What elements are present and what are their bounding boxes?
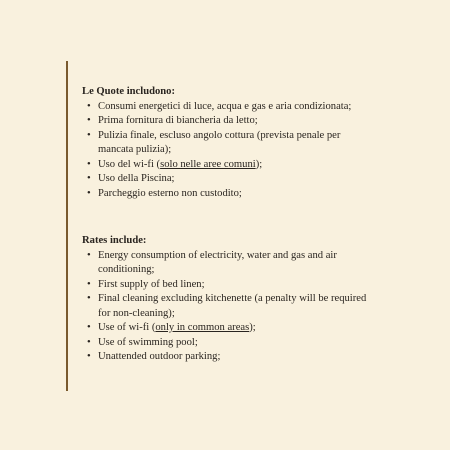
- list-item-wifi-it: [82, 158, 372, 173]
- italian-section: [82, 85, 372, 201]
- list-item-pool-it: • Uso della Piscina;: [82, 172, 372, 187]
- english-heading: Rates include:: [82, 235, 147, 246]
- list-item-pool-en: • Use of swimming pool;: [82, 336, 372, 351]
- list-item-cleaning-en: • Final cleaning excluding kitchenette (a penalty will be required for non-cleaning);: [82, 292, 372, 321]
- list-item-wifi-en: [82, 321, 372, 336]
- list-item-parking-it: • Parcheggio esterno non custodito;: [82, 187, 372, 202]
- list-item-energy-it: • Consumi energetici di luce, acqua e gas e aria condizionata;: [82, 100, 372, 115]
- wifi-suffix-it: );: [255, 158, 263, 170]
- list-item-linen-it: • Prima fornitura di biancheria da letto;: [82, 114, 372, 129]
- wifi-prefix-en: Use of wi-fi (: [98, 322, 156, 333]
- list-item-cleaning-it: • Pulizia finale, escluso angolo cottura (prevista penale per mancata pulizia);: [82, 129, 372, 158]
- english-section: [82, 234, 372, 365]
- list-item-linen-en: • First supply of bed linen;: [82, 278, 372, 293]
- english-list: [82, 249, 372, 365]
- wifi-suffix-en: );: [249, 322, 256, 333]
- wifi-prefix-it: Uso del wi-fi (: [98, 158, 161, 170]
- rates-content: [82, 85, 372, 365]
- list-item-energy-en: • Energy consumption of electricity, water and gas and air conditioning;: [82, 249, 372, 278]
- vertical-accent-rule: [66, 61, 68, 391]
- italian-heading: Le Quote includono:: [82, 86, 176, 97]
- italian-list: [82, 100, 372, 202]
- wifi-underlined-en: only in common areas: [155, 322, 250, 333]
- list-item-parking-en: • Unattended outdoor parking;: [82, 350, 372, 365]
- wifi-underlined-it: solo nelle aree comuni: [160, 158, 256, 170]
